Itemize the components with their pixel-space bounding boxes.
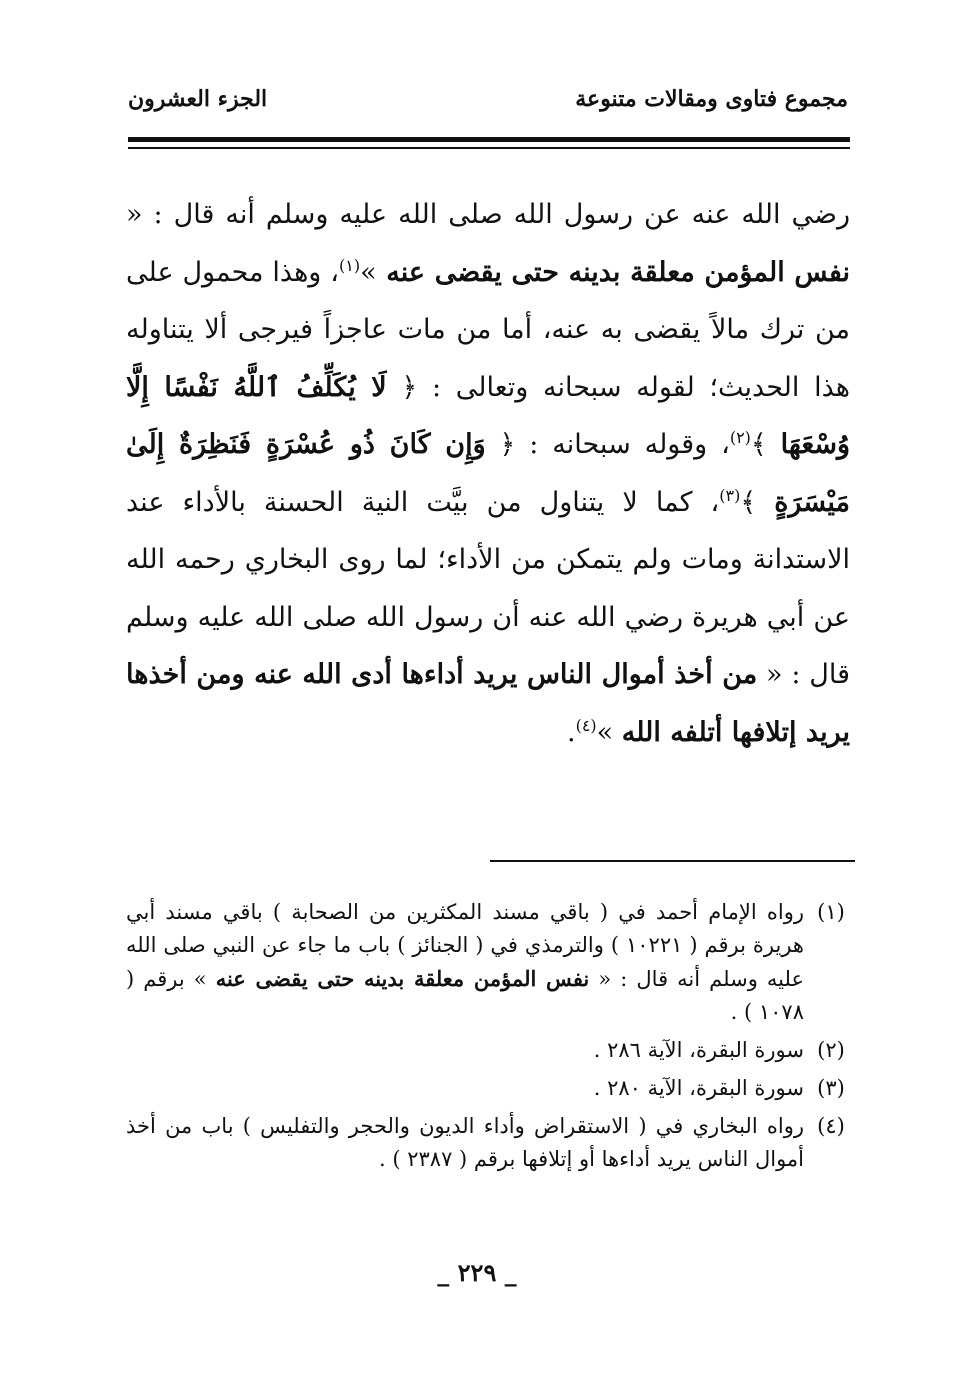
- header-rule-thin: [128, 147, 850, 149]
- footnote-ref-1[interactable]: (١): [338, 255, 361, 275]
- body-text: رضي الله عنه عن رسول الله صلى الله عليه وسلم أنه قال : «: [126, 199, 850, 230]
- footnote-text: [126, 896, 812, 1029]
- footnote-number: (٤): [817, 1114, 845, 1138]
- footnotes: [126, 896, 850, 1181]
- body-text: ، وقوله سبحانه : ﴿: [485, 429, 730, 460]
- footnote-number: (٢): [817, 1038, 845, 1062]
- footnote-ref-2[interactable]: (٢): [729, 428, 751, 447]
- verse-close: ﴾: [750, 429, 781, 460]
- page-header: [128, 86, 848, 126]
- body-text: .: [566, 716, 576, 748]
- footnote-text-part: » برقم ( ١٠٧٨ ) .: [126, 967, 804, 1024]
- quran-verse: لَا يُكَلِّفُ ٱللَّهُ نَفْسًا إِلَّا وُسْعَهَا: [126, 371, 850, 460]
- footnote-text: سورة البقرة، الآية ٢٨٦ .: [593, 1038, 804, 1062]
- footnote-item: [126, 1072, 850, 1105]
- footnote-item: [126, 1110, 850, 1176]
- quran-verse: وَإِن كَانَ ذُو عُسْرَةٍ فَنَظِرَةٌ إِلَىٰ مَيْسَرَةٍ: [126, 429, 850, 518]
- footnote-number: (٣): [817, 1076, 845, 1100]
- footnote-item: [126, 896, 850, 1029]
- body-text: ، كما لا يتناول من بيَّت النية الحسنة بالأداء عند الاستدانة ومات ولم يتمكن من الأداء؛ لما روى البخاري رحمه الله عن أبي هريرة رضي الله عنه أن رسول الله صلى الله عليه وسلم قال : «: [126, 486, 850, 690]
- footnote-ref-3[interactable]: (٣): [719, 485, 741, 505]
- verse-close: ﴾: [740, 486, 775, 518]
- body-paragraph: [126, 186, 850, 761]
- volume-label: الجزء العشرون: [128, 86, 268, 112]
- book-title: مجموع فتاوى ومقالات متنوعة: [575, 86, 848, 112]
- footnote-number: (١): [817, 900, 845, 924]
- page-number: _ ٢٢٩ _: [437, 1258, 517, 1287]
- footnote-separator: [490, 860, 855, 862]
- footnote-text: سورة البقرة، الآية ٢٨٠ .: [593, 1076, 804, 1100]
- footnote-text: رواه البخاري في ( الاستقراض وأداء الديون والحجر والتفليس ) باب من أخذ أموال الناس يريد أداءها أو إتلافها برقم ( ٢٣٨٧ ) .: [126, 1114, 804, 1171]
- footnote-ref-4[interactable]: (٤): [575, 715, 597, 735]
- main-text: [126, 186, 850, 761]
- footnote-item: [126, 1034, 850, 1067]
- quote-close: »: [596, 716, 622, 748]
- quote-close: »: [360, 256, 377, 288]
- footnote-text-part: رواه الإمام أحمد في ( باقي مسند المكثرين من الصحابة ) باقي مسند أبي هريرة برقم ( ١٠٢٢١ ) والترمذي في ( الجنائز ) باب ما جاء عن النبي صلى الله عليه وسلم أنه قال : «: [126, 900, 804, 991]
- header-rule-thick: [128, 137, 850, 142]
- hadith-quote: نفس المؤمن معلقة بدينه حتى يقضى عنه: [376, 256, 850, 288]
- footnote-hadith: نفس المؤمن معلقة بدينه حتى يقضى عنه: [215, 966, 590, 991]
- hadith-quote: من أخذ أموال الناس يريد أداءها أدى الله عنه ومن أخذها يريد إتلافها أتلفه الله: [126, 659, 850, 748]
- body-text: ، وهذا محمول على من ترك مالاً يقضى به عنه، أما من مات عاجزاً فيرجى ألا يتناوله هذا الحديث؛ لقوله سبحانه وتعالى : ﴿: [126, 256, 850, 403]
